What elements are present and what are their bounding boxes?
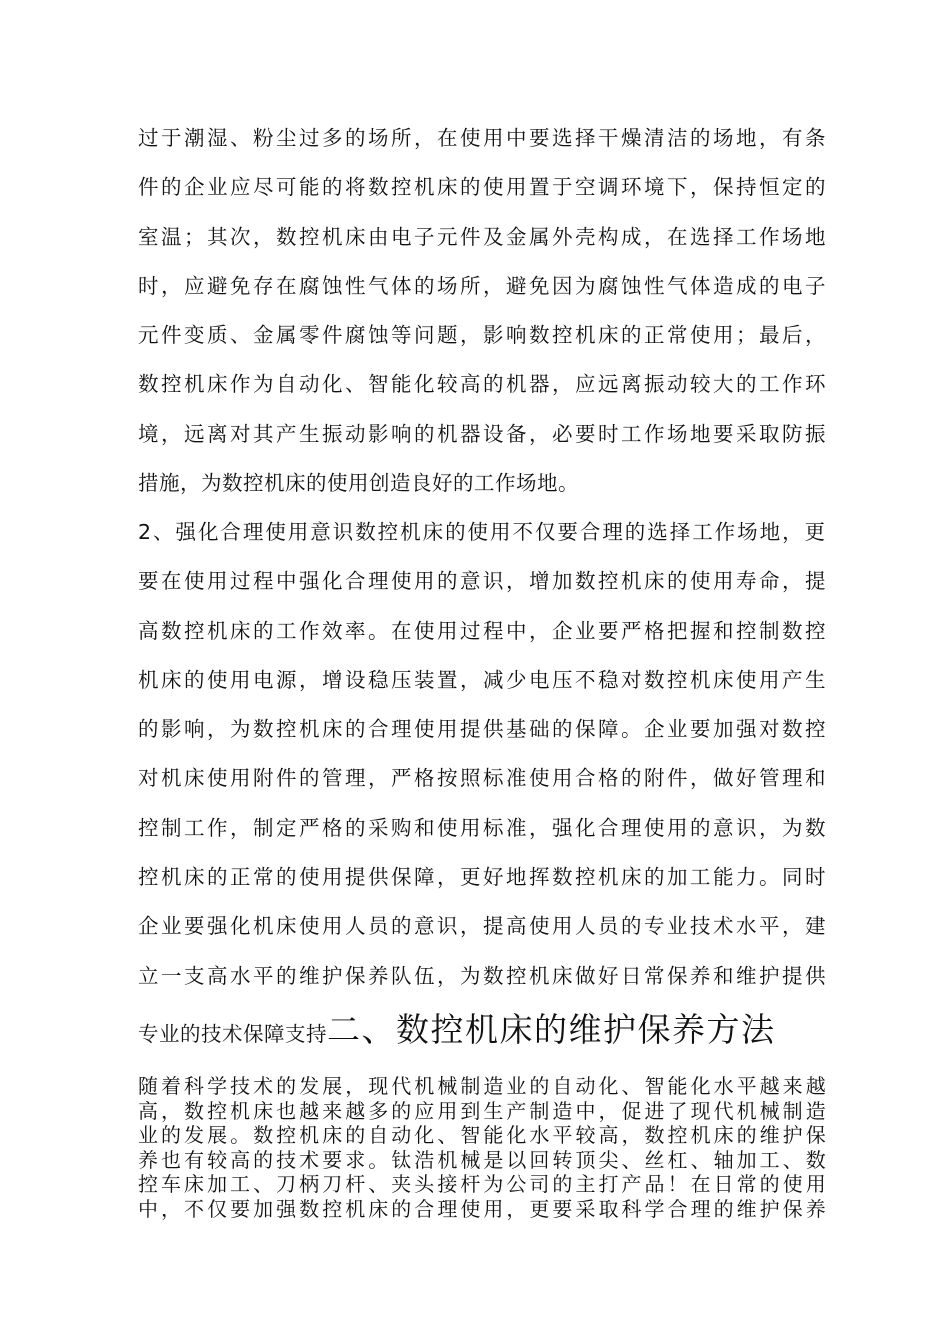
text-line: 中，不仅要加强数控机床的合理使用，更要采取科学合理的维护保养 [138, 1196, 829, 1221]
section-heading: 二、数控机床的维护保养方法 [327, 1010, 776, 1049]
text-line: 境，远离对其产生振动影响的机器设备，必要时工作场地要采取防振 [138, 421, 828, 446]
text-line: 高，数控机床也越来越多的应用到生产制造中，促进了现代机械制造 [138, 1098, 829, 1123]
text-line: 对机床使用附件的管理，严格按照标准使用合格的附件，做好管理和 [138, 766, 828, 791]
paragraph-workplace-environment [138, 114, 826, 508]
text-line: 养也有较高的技术要求。钛浩机械是以回转顶尖、丝杠、轴加工、数 [138, 1147, 829, 1172]
text-line: 元件变质、金属零件腐蚀等问题，影响数控机床的正常使用；最后， [138, 323, 828, 348]
paragraph-rational-use [138, 508, 826, 1001]
heading-line [138, 1004, 826, 1060]
text-line: 措施，为数控机床的使用创造良好的工作场地。 [138, 471, 579, 496]
text-line: 控机床的正常的使用提供保障，更好地挥数控机床的加工能力。同时 [138, 865, 828, 890]
text-line: 的影响，为数控机床的合理使用提供基础的保障。企业要加强对数控 [138, 717, 828, 742]
text-line: 随着科学技术的发展，现代机械制造业的自动化、智能化水平越来越 [138, 1074, 829, 1098]
text-line: 室温；其次，数控机床由电子元件及金属外壳构成，在选择工作场地 [138, 224, 828, 249]
paragraph-tail-text: 专业的技术保障支持 [138, 1022, 327, 1046]
text-line: 数控机床作为自动化、智能化较高的机器，应远离振动较大的工作环 [138, 372, 828, 397]
text-line: 立一支高水平的维护保养队伍，为数控机床做好日常保养和维护提供 [138, 963, 828, 988]
text-line: 2、强化合理使用意识数控机床的使用不仅要合理的选择工作场地，更 [138, 520, 828, 544]
text-line: 控车床加工、刀柄刀杆、夹头接杆为公司的主打产品！在日常的使用 [138, 1172, 829, 1197]
paragraph-maintenance-intro [138, 1074, 829, 1222]
text-line: 业的发展。数控机床的自动化、智能化水平较高，数控机床的维护保 [138, 1123, 829, 1148]
text-line: 控制工作，制定严格的采购和使用标准，强化合理使用的意识，为数 [138, 815, 828, 840]
text-line: 高数控机床的工作效率。在使用过程中，企业要严格把握和控制数控 [138, 618, 828, 643]
text-line: 时，应避免存在腐蚀性气体的场所，避免因为腐蚀性气体造成的电子 [138, 273, 828, 298]
text-line: 要在使用过程中强化合理使用的意识，增加数控机床的使用寿命，提 [138, 569, 828, 594]
text-line: 过于潮湿、粉尘过多的场所，在使用中要选择干燥清洁的场地，有条 [138, 126, 828, 150]
text-line: 企业要强化机床使用人员的意识，提高使用人员的专业技术水平，建 [138, 914, 828, 939]
text-line: 件的企业应尽可能的将数控机床的使用置于空调环境下，保持恒定的 [138, 175, 828, 200]
text-line: 机床的使用电源，增设稳压装置，减少电压不稳对数控机床使用产生 [138, 667, 828, 692]
